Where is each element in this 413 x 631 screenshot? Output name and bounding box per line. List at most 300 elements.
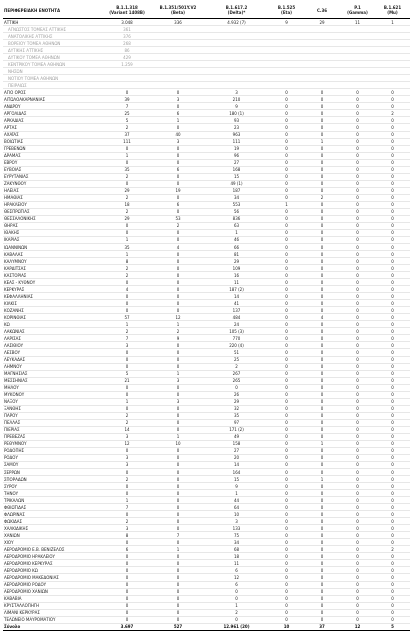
count-cell: 0 bbox=[340, 581, 375, 588]
count-cell: 0 bbox=[269, 110, 304, 117]
count-cell: 0 bbox=[340, 426, 375, 433]
count-cell: 2 bbox=[102, 208, 152, 215]
count-cell: 0 bbox=[269, 293, 304, 300]
count-cell: 0 bbox=[304, 490, 340, 497]
region-name-cell: ΦΛΩΡΙΝΑΣ bbox=[3, 511, 102, 518]
count-cell: 0 bbox=[269, 391, 304, 398]
region-name-cell: ΕΒΡΟΥ bbox=[3, 159, 102, 166]
count-cell: 0 bbox=[304, 335, 340, 342]
count-cell: 0 bbox=[340, 307, 375, 314]
count-cell: 0 bbox=[304, 574, 340, 581]
count-cell bbox=[269, 54, 304, 61]
table-row bbox=[3, 328, 410, 335]
count-cell: 0 bbox=[375, 370, 410, 377]
count-cell: 0 bbox=[304, 342, 340, 349]
count-cell: 0 bbox=[375, 194, 410, 201]
count-cell: 44 bbox=[204, 497, 269, 504]
region-name-cell: ΚΕΦΑΛΛΗΝΙΑΣ bbox=[3, 293, 102, 300]
count-cell: 0 bbox=[152, 173, 204, 180]
region-name-cell: ΚΑΡΔΙΤΣΑΣ bbox=[3, 265, 102, 272]
count-cell: 0 bbox=[340, 293, 375, 300]
count-cell: 0 bbox=[375, 300, 410, 307]
count-cell bbox=[375, 61, 410, 68]
count-cell: 34 bbox=[204, 539, 269, 546]
count-cell: 0 bbox=[340, 567, 375, 574]
count-cell: 0 bbox=[152, 581, 204, 588]
count-cell bbox=[204, 61, 269, 68]
count-cell: 137 bbox=[204, 307, 269, 314]
table-row bbox=[3, 490, 410, 497]
count-cell: 0 bbox=[152, 490, 204, 497]
count-cell: 268 bbox=[102, 40, 152, 47]
table-row bbox=[3, 229, 410, 236]
count-cell: 0 bbox=[340, 419, 375, 426]
count-cell: 0 bbox=[340, 265, 375, 272]
count-cell: 0 bbox=[102, 222, 152, 229]
count-cell bbox=[269, 40, 304, 47]
count-cell: 0 bbox=[340, 405, 375, 412]
count-cell: 0 bbox=[375, 286, 410, 293]
count-cell: 9 bbox=[204, 483, 269, 490]
totals-cell: 12 bbox=[340, 623, 375, 630]
count-cell: 0 bbox=[375, 328, 410, 335]
count-cell: 0 bbox=[375, 497, 410, 504]
table-row bbox=[3, 419, 410, 426]
count-cell: 3 bbox=[102, 461, 152, 468]
table-row bbox=[3, 454, 410, 461]
count-cell: 4.932 (7) bbox=[204, 19, 269, 26]
table-row bbox=[3, 609, 410, 616]
count-cell: 0 bbox=[304, 236, 340, 243]
count-cell: 0 bbox=[204, 384, 269, 391]
count-cell: 0 bbox=[152, 602, 204, 609]
count-cell: 11 bbox=[204, 279, 269, 286]
count-cell: 0 bbox=[375, 124, 410, 131]
count-cell: 0 bbox=[269, 574, 304, 581]
count-cell: 75 bbox=[204, 532, 269, 539]
totals-row bbox=[3, 623, 410, 630]
count-cell: 0 bbox=[304, 293, 340, 300]
count-cell: 0 bbox=[152, 609, 204, 616]
table-row bbox=[3, 314, 410, 321]
count-cell: 0 bbox=[152, 307, 204, 314]
count-cell: 2 bbox=[102, 265, 152, 272]
count-cell: 0 bbox=[269, 138, 304, 145]
count-cell: 0 bbox=[269, 96, 304, 103]
count-cell: 0 bbox=[304, 89, 340, 96]
count-cell: 0 bbox=[375, 173, 410, 180]
count-cell: 0 bbox=[102, 307, 152, 314]
count-cell: 0 bbox=[304, 131, 340, 138]
count-cell: 361 bbox=[102, 26, 152, 33]
table-row bbox=[3, 497, 410, 504]
count-cell: 0 bbox=[152, 518, 204, 525]
table-subrow bbox=[3, 82, 410, 89]
region-name-cell: ΑΧΑΪΑΣ bbox=[3, 131, 102, 138]
count-cell: 49 bbox=[204, 433, 269, 440]
count-cell: 0 bbox=[375, 398, 410, 405]
count-cell: 0 bbox=[340, 236, 375, 243]
table-row bbox=[3, 236, 410, 243]
region-name-cell: ΚΑΣΤΟΡΙΑΣ bbox=[3, 272, 102, 279]
table-row bbox=[3, 616, 410, 623]
count-cell: 0 bbox=[304, 405, 340, 412]
count-cell: 0 bbox=[269, 419, 304, 426]
count-cell: 0 bbox=[304, 433, 340, 440]
table-row bbox=[3, 307, 410, 314]
count-cell: 0 bbox=[102, 609, 152, 616]
totals-cell: 12.961 (20) bbox=[204, 623, 269, 630]
region-name-cell: ΚΙΛΚΙΣ bbox=[3, 300, 102, 307]
count-cell: 0 bbox=[269, 609, 304, 616]
count-cell: 0 bbox=[152, 300, 204, 307]
count-cell: 0 bbox=[269, 398, 304, 405]
totals-cell: 10 bbox=[269, 623, 304, 630]
count-cell: 0 bbox=[152, 180, 204, 187]
count-cell: 0 bbox=[304, 454, 340, 461]
count-cell: 267 bbox=[204, 370, 269, 377]
count-cell: 111 bbox=[102, 138, 152, 145]
count-cell: 1 bbox=[102, 321, 152, 328]
table-row bbox=[3, 286, 410, 293]
table-row bbox=[3, 187, 410, 194]
table-row bbox=[3, 258, 410, 265]
count-cell: 12 bbox=[152, 314, 204, 321]
count-cell bbox=[340, 61, 375, 68]
region-name-cell: ΑΕΡΟΔΡΟΜΙΟ ΗΡΑΚΛΕΙΟΥ bbox=[3, 553, 102, 560]
count-cell bbox=[340, 33, 375, 40]
count-cell: 0 bbox=[375, 356, 410, 363]
count-cell: 32 bbox=[204, 405, 269, 412]
count-cell: 0 bbox=[375, 152, 410, 159]
count-cell: 0 bbox=[102, 539, 152, 546]
count-cell: 0 bbox=[304, 398, 340, 405]
count-cell: 56 bbox=[204, 208, 269, 215]
count-cell: 1 bbox=[102, 398, 152, 405]
count-cell: 27 bbox=[204, 159, 269, 166]
count-cell: 1 bbox=[304, 138, 340, 145]
count-cell: 0 bbox=[340, 286, 375, 293]
count-cell: 0 bbox=[269, 602, 304, 609]
table-row bbox=[3, 159, 410, 166]
count-cell: 6 bbox=[204, 581, 269, 588]
count-cell: 0 bbox=[152, 539, 204, 546]
count-cell: 0 bbox=[375, 335, 410, 342]
count-cell: 0 bbox=[269, 511, 304, 518]
count-cell: 0 bbox=[304, 553, 340, 560]
count-cell: 0 bbox=[269, 307, 304, 314]
count-cell: 0 bbox=[102, 145, 152, 152]
count-cell: 0 bbox=[152, 152, 204, 159]
region-name-cell: ΙΚΑΡΙΑΣ bbox=[3, 236, 102, 243]
count-cell bbox=[375, 54, 410, 61]
count-cell: 0 bbox=[152, 511, 204, 518]
count-cell: 0 bbox=[375, 595, 410, 602]
count-cell: 0 bbox=[269, 286, 304, 293]
count-cell: 187 bbox=[204, 187, 269, 194]
count-cell: 0 bbox=[340, 497, 375, 504]
count-cell: 0 bbox=[269, 546, 304, 553]
table-row bbox=[3, 145, 410, 152]
table-row bbox=[3, 251, 410, 258]
table-row bbox=[3, 539, 410, 546]
count-cell: 0 bbox=[340, 525, 375, 532]
count-cell: 0 bbox=[340, 89, 375, 96]
table-row bbox=[3, 405, 410, 412]
count-cell: 0 bbox=[375, 476, 410, 483]
table-row bbox=[3, 173, 410, 180]
totals-label: Σύνολο bbox=[3, 623, 102, 630]
count-cell bbox=[304, 26, 340, 33]
count-cell: 0 bbox=[375, 405, 410, 412]
count-cell: 0 bbox=[340, 518, 375, 525]
count-cell: 5 bbox=[102, 117, 152, 124]
count-cell: 0 bbox=[304, 532, 340, 539]
region-name-cell: ΤΗΝΟΥ bbox=[3, 490, 102, 497]
count-cell: 29 bbox=[102, 215, 152, 222]
count-cell: 0 bbox=[340, 145, 375, 152]
count-cell: 0 bbox=[102, 180, 152, 187]
count-cell: 0 bbox=[375, 616, 410, 623]
region-name-cell: ΣΑΜΟΥ bbox=[3, 461, 102, 468]
count-cell: 0 bbox=[269, 532, 304, 539]
table-row bbox=[3, 356, 410, 363]
table-row bbox=[3, 588, 410, 595]
count-cell: 0 bbox=[269, 342, 304, 349]
count-cell: 376 bbox=[102, 33, 152, 40]
count-cell: 0 bbox=[375, 391, 410, 398]
region-name-cell: ΦΘΙΩΤΙΔΑΣ bbox=[3, 504, 102, 511]
count-cell: 0 bbox=[152, 476, 204, 483]
count-cell bbox=[304, 40, 340, 47]
count-cell: 0 bbox=[102, 588, 152, 595]
region-name-cell: ΠΕΛΛΑΣ bbox=[3, 419, 102, 426]
count-cell: 1 bbox=[204, 602, 269, 609]
count-cell: 1 bbox=[152, 546, 204, 553]
count-cell: 0 bbox=[304, 469, 340, 476]
count-cell: 6 bbox=[204, 567, 269, 574]
table-row bbox=[3, 279, 410, 286]
count-cell: 0 bbox=[269, 321, 304, 328]
count-cell: 963 bbox=[204, 131, 269, 138]
count-cell bbox=[152, 54, 204, 61]
count-cell: 0 bbox=[304, 616, 340, 623]
count-cell bbox=[304, 54, 340, 61]
count-cell: 0 bbox=[102, 483, 152, 490]
count-cell: 0 bbox=[269, 588, 304, 595]
count-cell: 0 bbox=[340, 222, 375, 229]
region-name-cell: ΑΕΡΟΔΡΟΜΙΟ ΚΩ bbox=[3, 567, 102, 574]
count-cell: 0 bbox=[269, 405, 304, 412]
count-cell: 0 bbox=[152, 258, 204, 265]
region-name-cell: ΧΙΟΥ bbox=[3, 539, 102, 546]
region-name-cell: ΗΜΑΘΙΑΣ bbox=[3, 194, 102, 201]
count-cell: 0 bbox=[375, 518, 410, 525]
count-cell: 0 bbox=[152, 286, 204, 293]
count-cell bbox=[340, 47, 375, 54]
count-cell bbox=[375, 82, 410, 89]
count-cell: 0 bbox=[102, 553, 152, 560]
count-cell bbox=[204, 40, 269, 47]
count-cell: 111 bbox=[204, 138, 269, 145]
count-cell bbox=[102, 82, 152, 89]
count-cell: 553 bbox=[204, 201, 269, 208]
region-name-cell: ΚΕΑΣ - ΚΥΘΝΟΥ bbox=[3, 279, 102, 286]
count-cell: 105 (3) bbox=[204, 328, 269, 335]
count-cell: 0 bbox=[375, 236, 410, 243]
count-cell bbox=[204, 75, 269, 82]
count-cell: 0 bbox=[340, 300, 375, 307]
region-name-cell: ΑΙΤΩΛΟΑΚΑΡΝΑΝΙΑΣ bbox=[3, 96, 102, 103]
table-row bbox=[3, 215, 410, 222]
count-cell: 64 bbox=[204, 504, 269, 511]
table-row bbox=[3, 377, 410, 384]
count-cell: 836 bbox=[204, 215, 269, 222]
count-cell: 0 bbox=[375, 103, 410, 110]
column-header-b11318: B.1.1.318 (Variant 1408B) bbox=[102, 2, 152, 19]
count-cell: 3 bbox=[102, 342, 152, 349]
region-name-cell: ΑΕΡΟΔΡΟΜΙΟ ΧΑΝΙΩΝ bbox=[3, 588, 102, 595]
region-name-cell: ΝΑΞΟΥ bbox=[3, 398, 102, 405]
count-cell: 220 (4) bbox=[204, 342, 269, 349]
count-cell bbox=[269, 61, 304, 68]
count-cell: 12 bbox=[102, 440, 152, 447]
count-cell: 0 bbox=[340, 328, 375, 335]
count-cell: 49 (1) bbox=[204, 180, 269, 187]
count-cell: 3 bbox=[102, 525, 152, 532]
count-cell: 0 bbox=[269, 117, 304, 124]
count-cell: 0 bbox=[375, 461, 410, 468]
region-name-cell: ΜΑΓΝΗΣΙΑΣ bbox=[3, 370, 102, 377]
table-row bbox=[3, 504, 410, 511]
table-row bbox=[3, 124, 410, 131]
count-cell: 0 bbox=[152, 588, 204, 595]
count-cell bbox=[204, 33, 269, 40]
count-cell: 0 bbox=[304, 110, 340, 117]
region-name-cell: ΓΡΕΒΕΝΩΝ bbox=[3, 145, 102, 152]
column-header-gamma: P.1 (Gamma) bbox=[340, 2, 375, 19]
region-name-cell: ΑΓΝΩΣΤΟΣ ΤΟΜΕΑΣ ΑΤΤΙΚΗΣ bbox=[3, 26, 102, 33]
table-row bbox=[3, 546, 410, 553]
count-cell: 0 bbox=[375, 96, 410, 103]
count-cell: 0 bbox=[152, 391, 204, 398]
count-cell: 0 bbox=[304, 384, 340, 391]
count-cell: 0 bbox=[102, 363, 152, 370]
count-cell bbox=[304, 47, 340, 54]
region-name-cell: ΑΕΡΟΔΡΟΜΙΟ ΚΕΡΚΥΡΑΣ bbox=[3, 560, 102, 567]
count-cell: 0 bbox=[340, 574, 375, 581]
count-cell: 0 bbox=[375, 258, 410, 265]
table-subrow bbox=[3, 40, 410, 47]
count-cell: 0 bbox=[269, 272, 304, 279]
region-name-cell: ΙΘΑΚΗΣ bbox=[3, 229, 102, 236]
count-cell: 0 bbox=[304, 377, 340, 384]
count-cell: 0 bbox=[102, 567, 152, 574]
count-cell: 6 bbox=[152, 110, 204, 117]
table-row bbox=[3, 567, 410, 574]
count-cell bbox=[340, 68, 375, 75]
table-footer bbox=[3, 623, 410, 630]
count-cell: 0 bbox=[340, 433, 375, 440]
count-cell: 0 bbox=[269, 567, 304, 574]
table-row bbox=[3, 265, 410, 272]
count-cell: 12 bbox=[204, 574, 269, 581]
region-name-cell: ΒΟΙΩΤΙΑΣ bbox=[3, 138, 102, 145]
table-row bbox=[3, 483, 410, 490]
count-cell: 0 bbox=[304, 497, 340, 504]
count-cell: 0 bbox=[204, 588, 269, 595]
count-cell: 0 bbox=[152, 469, 204, 476]
table-row bbox=[3, 553, 410, 560]
count-cell: 0 bbox=[304, 567, 340, 574]
totals-cell: 3.697 bbox=[102, 623, 152, 630]
count-cell: 2 bbox=[102, 272, 152, 279]
count-cell: 0 bbox=[304, 349, 340, 356]
count-cell: 0 bbox=[152, 272, 204, 279]
table-row bbox=[3, 595, 410, 602]
count-cell: 0 bbox=[304, 244, 340, 251]
count-cell: 0 bbox=[340, 609, 375, 616]
count-cell: 0 bbox=[269, 504, 304, 511]
count-cell: 14 bbox=[204, 461, 269, 468]
table-row bbox=[3, 469, 410, 476]
count-cell: 0 bbox=[375, 567, 410, 574]
count-cell bbox=[204, 54, 269, 61]
count-cell: 0 bbox=[340, 152, 375, 159]
table-row bbox=[3, 138, 410, 145]
region-name-cell: ΛΙΜΑΝΙ ΚΕΡΚΥΡΑΣ bbox=[3, 609, 102, 616]
region-name-cell: ΗΡΑΚΛΕΙΟΥ bbox=[3, 201, 102, 208]
count-cell: 81 bbox=[204, 251, 269, 258]
count-cell: 1 bbox=[152, 370, 204, 377]
count-cell: 0 bbox=[340, 490, 375, 497]
count-cell bbox=[102, 75, 152, 82]
count-cell: 0 bbox=[152, 497, 204, 504]
count-cell: 15 bbox=[204, 173, 269, 180]
count-cell: 0 bbox=[375, 433, 410, 440]
region-name-cell: ΘΗΡΑΣ bbox=[3, 222, 102, 229]
count-cell: 3 bbox=[204, 518, 269, 525]
count-cell bbox=[375, 33, 410, 40]
count-cell: 0 bbox=[102, 279, 152, 286]
count-cell: 0 bbox=[152, 279, 204, 286]
header-row bbox=[3, 2, 410, 19]
count-cell: 0 bbox=[269, 616, 304, 623]
count-cell: 8 bbox=[102, 532, 152, 539]
count-cell: 41 bbox=[204, 300, 269, 307]
count-cell bbox=[152, 68, 204, 75]
table-row bbox=[3, 440, 410, 447]
count-cell: 0 bbox=[152, 356, 204, 363]
count-cell: 1 bbox=[152, 321, 204, 328]
count-cell: 0 bbox=[269, 180, 304, 187]
count-cell: 0 bbox=[304, 391, 340, 398]
count-cell: 25 bbox=[102, 110, 152, 117]
table-subrow bbox=[3, 47, 410, 54]
count-cell: 0 bbox=[152, 419, 204, 426]
count-cell: 1 bbox=[204, 229, 269, 236]
count-cell: 0 bbox=[152, 616, 204, 623]
count-cell: 0 bbox=[375, 89, 410, 96]
count-cell: 0 bbox=[269, 300, 304, 307]
count-cell bbox=[304, 33, 340, 40]
table-subrow bbox=[3, 61, 410, 68]
count-cell: 0 bbox=[269, 595, 304, 602]
count-cell: 0 bbox=[375, 363, 410, 370]
count-cell: 0 bbox=[304, 504, 340, 511]
count-cell: 0 bbox=[152, 483, 204, 490]
count-cell bbox=[269, 68, 304, 75]
